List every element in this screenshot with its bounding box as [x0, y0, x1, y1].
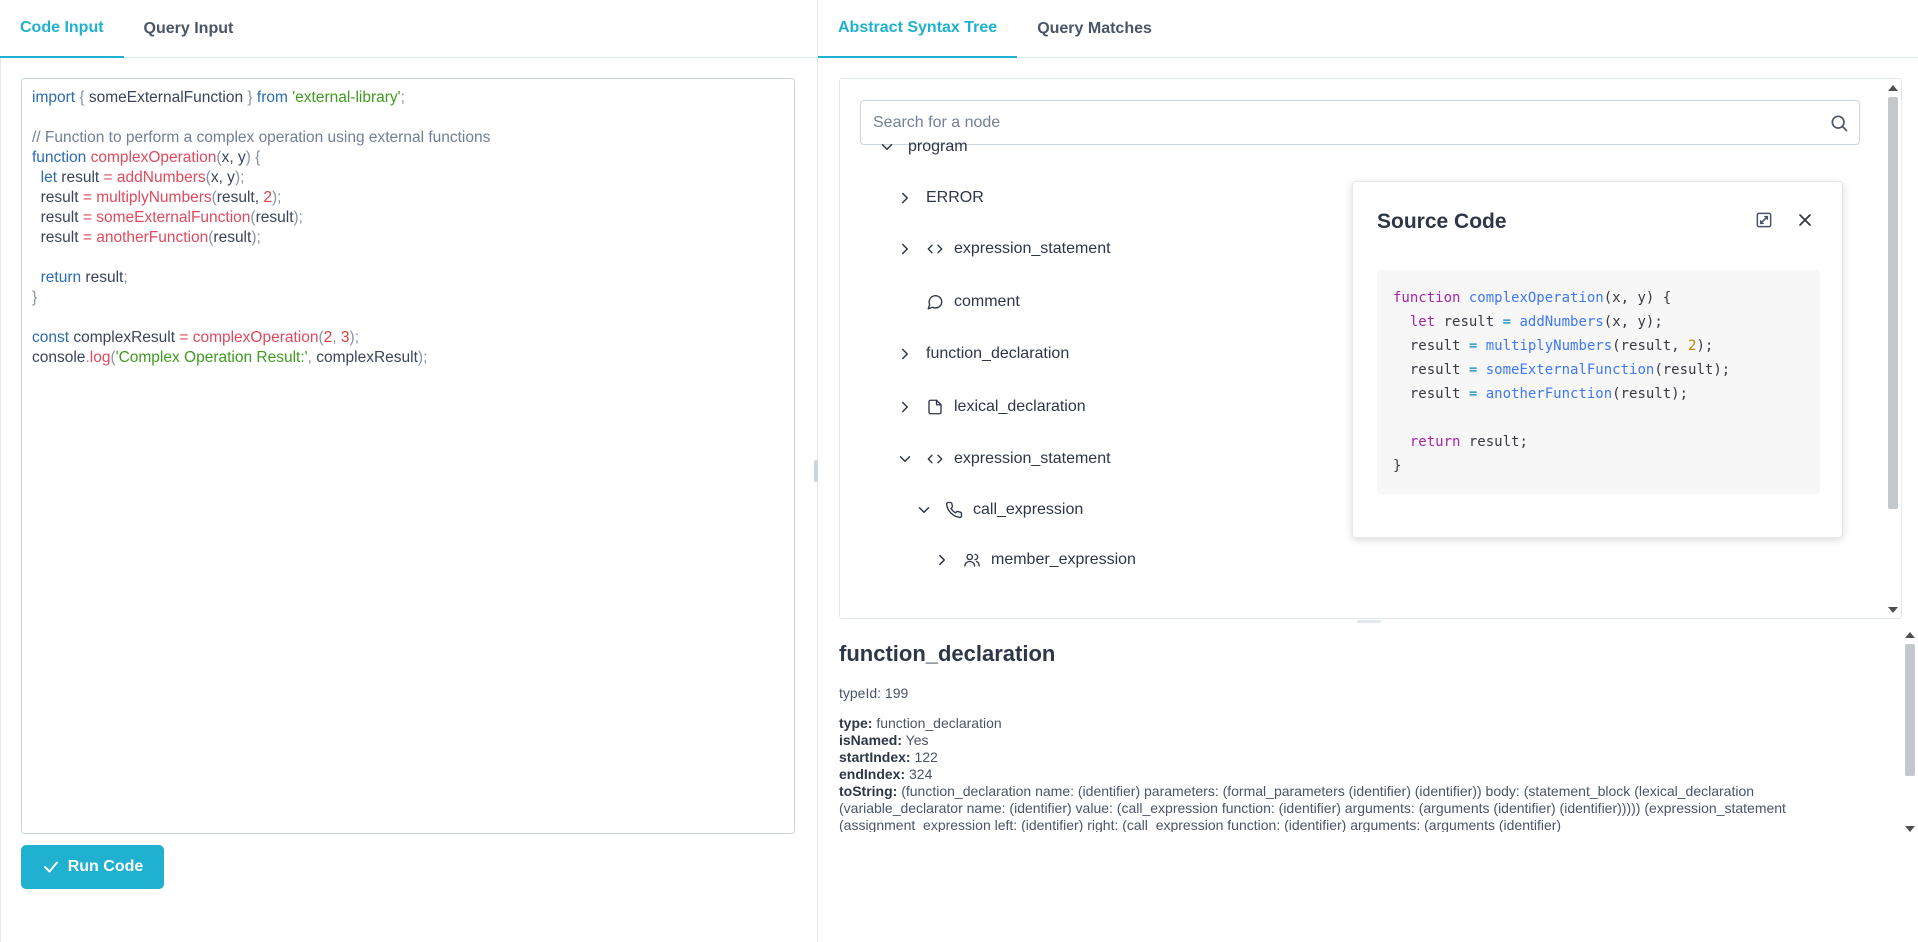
tree-node-lexical-declaration[interactable] [896, 394, 1086, 420]
detail-property [839, 732, 1859, 749]
source-code-token: result [1393, 386, 1469, 402]
code-token: complexOperation [192, 329, 319, 346]
detail-property [839, 715, 1859, 732]
source-code-token: 2 [1688, 338, 1697, 354]
code-line [32, 248, 784, 268]
code-token: 'Complex Operation Result:' [115, 349, 308, 366]
detail-value: 324 [905, 766, 933, 782]
tab-abstract-syntax-tree[interactable]: Abstract Syntax Tree [818, 0, 1017, 58]
source-code-block [1377, 270, 1820, 494]
resize-handle[interactable] [814, 460, 818, 482]
code-token: ; [123, 269, 128, 286]
source-code-popover [1352, 181, 1843, 538]
source-code-token: result [1393, 338, 1469, 354]
tab-query-matches[interactable]: Query Matches [1037, 20, 1152, 37]
code-icon [926, 450, 944, 468]
tree-node-label: call_expression [973, 501, 1084, 518]
detail-key: isNamed: [839, 732, 903, 748]
code-editor[interactable] [21, 78, 795, 834]
code-token: from [256, 89, 288, 106]
tree-node-label: member_expression [991, 551, 1136, 568]
source-code-token: = [1468, 362, 1478, 378]
code-token: ); [234, 169, 245, 186]
tree-node-program[interactable] [878, 134, 968, 160]
detail-value: 122 [910, 749, 938, 765]
popover-title: Source Code [1377, 210, 1507, 233]
code-token: . [85, 349, 90, 366]
code-token [32, 169, 41, 186]
code-token: ( [208, 229, 214, 246]
source-code-token [1393, 434, 1410, 450]
source-code-token [1477, 386, 1485, 402]
code-token: someExternalFunction [88, 89, 244, 106]
source-code-line [1393, 430, 1804, 454]
code-line [32, 188, 784, 208]
code-line [32, 348, 784, 368]
chevron-right-icon[interactable] [896, 240, 914, 258]
code-token: x, y [210, 169, 235, 186]
code-token: someExternalFunction [96, 209, 251, 226]
chevron-down-icon[interactable] [878, 138, 896, 156]
code-token: 2 [323, 329, 333, 346]
code-token [32, 269, 41, 286]
code-token: const [32, 329, 70, 346]
source-code-token: let [1409, 314, 1436, 330]
chevron-down-icon[interactable] [896, 450, 914, 468]
tree-node-error[interactable] [896, 185, 984, 211]
code-token: = [179, 329, 189, 346]
source-code-token: ); [1696, 338, 1714, 354]
code-token: ); [349, 329, 360, 346]
tab-query-input[interactable]: Query Input [143, 20, 234, 37]
code-token: x, y [221, 149, 246, 166]
source-code-token [1477, 338, 1485, 354]
tree-node-label: program [908, 138, 968, 155]
code-token: log [89, 349, 111, 366]
code-token: ( [110, 349, 116, 366]
code-token: // Function to perform a complex operation using external functions [32, 129, 491, 146]
source-code-token: = [1468, 386, 1478, 402]
code-token: let [40, 169, 57, 186]
details-title: function_declaration [839, 641, 1056, 666]
chevron-right-icon[interactable] [896, 189, 914, 207]
scroll-down-arrow[interactable] [1888, 607, 1898, 613]
code-token: result, [216, 189, 264, 206]
code-token: ( [318, 329, 324, 346]
chevron-down-icon[interactable] [915, 501, 933, 519]
phone-icon [945, 501, 963, 519]
detail-key: type: [839, 715, 873, 731]
code-token: multiplyNumbers [96, 189, 212, 206]
code-token: = [82, 189, 92, 206]
source-code-token: result; [1460, 434, 1528, 450]
source-code-token: complexOperation [1468, 290, 1604, 306]
tree-node-call-expression[interactable] [915, 497, 1083, 523]
code-token: import [32, 89, 76, 106]
source-code-token: result [1435, 314, 1503, 330]
node-details [839, 632, 1902, 832]
code-token: complexResult [316, 349, 418, 366]
code-line [32, 288, 784, 308]
source-code-token: } [1393, 458, 1402, 474]
code-line [32, 268, 784, 288]
tree-node-member-expression[interactable] [933, 547, 1136, 573]
detail-key: endIndex: [839, 766, 906, 782]
source-code-token [1477, 362, 1485, 378]
search-icon[interactable] [1829, 113, 1849, 133]
tree-node-label: ERROR [926, 189, 984, 206]
source-code-token: = [1468, 338, 1478, 354]
code-token: ( [250, 209, 256, 226]
code-line [32, 168, 784, 188]
code-token: result [81, 269, 124, 286]
code-token: , [332, 329, 341, 346]
code-token: ); [417, 349, 428, 366]
source-code-line [1393, 358, 1804, 382]
code-token: anotherFunction [96, 229, 209, 246]
detail-key: startIndex: [839, 749, 911, 765]
source-code-token: multiplyNumbers [1485, 338, 1613, 354]
details-properties [839, 715, 1859, 832]
file-icon [926, 398, 944, 416]
code-token: } [243, 89, 257, 106]
code-line [32, 88, 784, 108]
source-code-token: (x, y) { [1603, 290, 1672, 306]
code-token: 'external-library' [292, 89, 401, 106]
source-code-token: addNumbers [1519, 314, 1604, 330]
code-token: 3 [340, 329, 350, 346]
close-icon[interactable] [1795, 210, 1815, 230]
horizontal-resize-handle[interactable] [1357, 620, 1381, 623]
code-line [32, 328, 784, 348]
left-edge-border [0, 58, 1, 942]
details-typeid: typeId: 199 [839, 685, 909, 701]
tree-node-comment[interactable] [896, 289, 1020, 315]
code-token: ); [271, 189, 282, 206]
source-code-token: (result, [1612, 338, 1689, 354]
code-token: result [213, 229, 252, 246]
code-token: result [255, 209, 294, 226]
source-code-line [1393, 454, 1804, 478]
code-token: result [32, 209, 83, 226]
check-icon [42, 858, 60, 876]
right-tabbar [818, 0, 1918, 58]
code-token: = [82, 209, 92, 226]
detail-property [839, 783, 1859, 832]
code-token: function [32, 149, 87, 166]
tree-node-expression-statement[interactable] [896, 446, 1111, 472]
tree-node-label: comment [954, 293, 1020, 310]
tree-node-label: expression_statement [954, 450, 1111, 467]
source-code-token [1393, 314, 1410, 330]
code-icon [926, 240, 944, 258]
source-code-token: anotherFunction [1485, 386, 1613, 402]
code-token: ) { [245, 149, 261, 166]
chevron-right-icon[interactable] [896, 345, 914, 363]
source-code-line [1393, 310, 1804, 334]
comment-icon [926, 293, 944, 311]
code-token: ); [293, 209, 303, 226]
users-icon [963, 551, 981, 569]
code-token: = [82, 229, 92, 246]
source-code-token: (result); [1654, 362, 1731, 378]
node-search-input[interactable] [861, 101, 1801, 144]
code-line [32, 208, 784, 228]
code-token: complexResult [69, 329, 180, 346]
detail-property [839, 766, 1859, 783]
source-code-token: = [1502, 314, 1512, 330]
source-code-token: result [1393, 362, 1469, 378]
detail-property [839, 749, 1859, 766]
code-token: ; [400, 89, 405, 106]
detail-value: Yes [902, 732, 929, 748]
source-code-token: return [1409, 434, 1461, 450]
code-line [32, 228, 784, 248]
code-token: console [32, 349, 86, 366]
tab-code-input[interactable]: Code Input [0, 0, 124, 58]
source-code-token: (x, y); [1603, 314, 1663, 330]
detail-value: (function_declaration name: (identifier) parameters: (formal_parameters (identifier) (identifier)) body: (statement_block (lexical_declaration (variable_declarator name: (identifier) value: (call_expression function: (identifier) arguments: (arguments (identifier) (identifier))))) (expression_statement (assignment_expression left: (identifier) right: (call_expression function: (identifier) arguments: (arguments (identifier) [839, 783, 1786, 832]
ast-scrollbar[interactable] [1886, 85, 1898, 613]
code-token: complexOperation [90, 149, 217, 166]
details-scroll-thumb[interactable] [1905, 644, 1915, 776]
details-scroll-up-arrow[interactable] [1905, 632, 1915, 638]
chevron-right-icon[interactable] [896, 398, 914, 416]
detail-key: toString: [839, 783, 898, 799]
code-token: = [103, 169, 113, 186]
tree-node-label: function_declaration [926, 345, 1070, 362]
detail-value: function_declaration [872, 715, 1002, 731]
code-token: ( [216, 149, 222, 166]
chevron-right-icon[interactable] [933, 551, 951, 569]
code-token: addNumbers [116, 169, 206, 186]
code-line [32, 128, 784, 148]
source-code-line [1393, 286, 1804, 310]
tree-node-function-declaration[interactable] [896, 341, 1069, 367]
source-code-line [1393, 406, 1804, 430]
code-token: { [75, 89, 89, 106]
run-code-button[interactable] [21, 845, 164, 889]
code-line [32, 148, 784, 168]
source-code-token [1460, 290, 1468, 306]
run-code-label: Run Code [67, 858, 144, 875]
expand-icon[interactable] [1754, 210, 1774, 230]
code-line [32, 108, 784, 128]
code-line [32, 308, 784, 328]
code-token: ); [251, 229, 261, 246]
left-tabbar [0, 0, 818, 58]
source-code-token: someExternalFunction [1485, 362, 1655, 378]
source-code-line [1393, 334, 1804, 358]
details-scrollbar[interactable] [1903, 632, 1915, 832]
code-token: result [32, 189, 83, 206]
code-token: , [307, 349, 317, 366]
code-token: } [32, 289, 38, 306]
code-token: result [32, 229, 83, 246]
code-token: 2 [263, 189, 272, 206]
tree-node-expression-statement[interactable] [896, 236, 1111, 262]
source-code-token: function [1393, 290, 1461, 306]
tree-node-label: expression_statement [954, 240, 1111, 257]
code-token: return [40, 269, 82, 286]
source-code-token: (result); [1612, 386, 1689, 402]
code-token: result [57, 169, 104, 186]
details-scroll-down-arrow[interactable] [1905, 826, 1915, 832]
source-code-line [1393, 382, 1804, 406]
tree-node-label: lexical_declaration [954, 398, 1086, 415]
scroll-thumb[interactable] [1888, 97, 1898, 509]
scroll-up-arrow[interactable] [1888, 85, 1898, 91]
code-token: ( [211, 189, 217, 206]
node-search [860, 100, 1860, 145]
code-token: ( [205, 169, 211, 186]
